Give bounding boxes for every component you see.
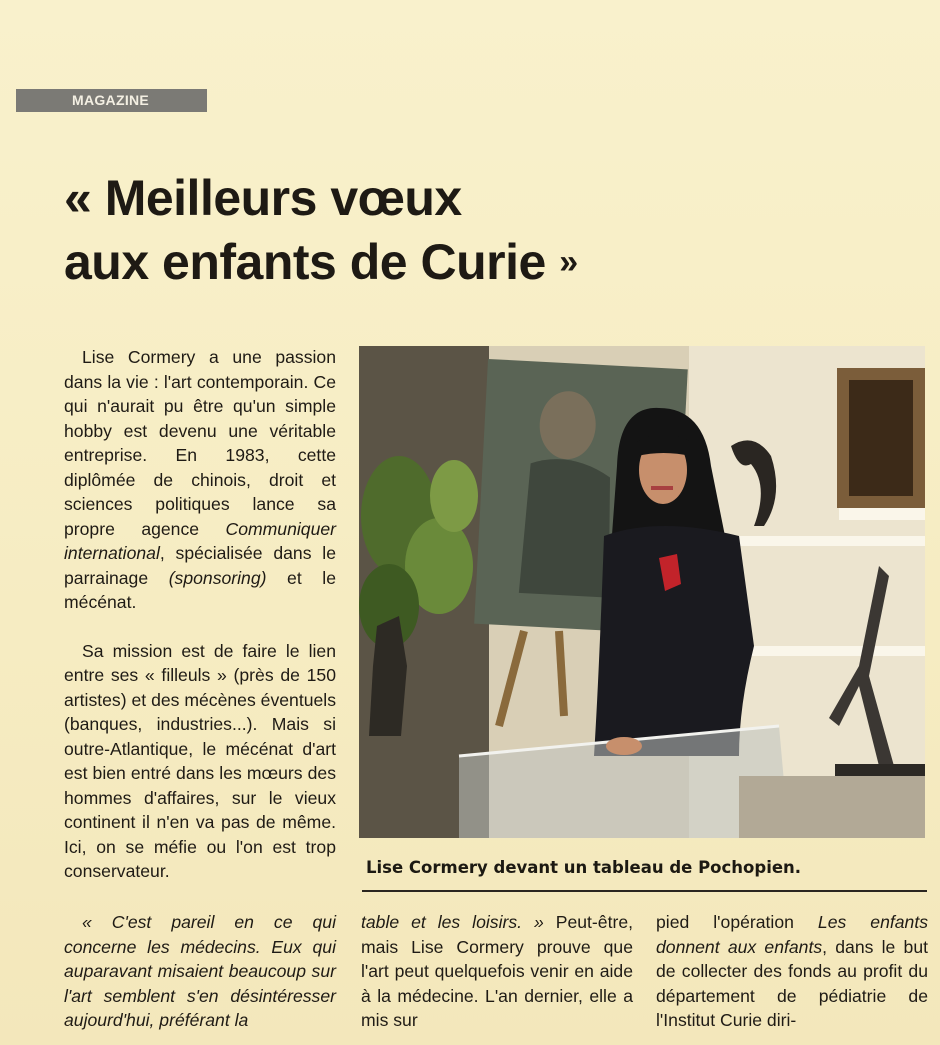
caption-divider bbox=[362, 890, 927, 892]
article-column-bottom-middle bbox=[361, 910, 633, 1033]
headline-line-1: « Meilleurs vœux bbox=[64, 170, 462, 226]
article-column-left bbox=[64, 345, 336, 884]
paragraph-1: Lise Cormery a une passion dans la vie : l'art contemporain. Ce qui n'aurait pu être qu'un simple hobby est devenu une véritable entreprise. En 1983, cette diplômée de chinois, droit et sciences politiques lance sa propre agence Communiquer international, spécialisée dans le parrainage (sponsoring) et le mécénat. bbox=[64, 347, 336, 612]
headline-closing-quote: » bbox=[559, 243, 578, 281]
article-photo bbox=[359, 346, 925, 838]
paragraph-3-end: pied l'opération Les enfants donnent aux enfants, dans le but de collecter des fonds au profit du département de pédiatrie de l'Institut Curie diri- bbox=[656, 912, 929, 1030]
paragraph-3-continued: table et les loisirs. » Peut-être, mais Lise Cormery prouve que l'art peut quelquefois venir en aide à la médecine. L'an dernier, elle a mis sur bbox=[361, 912, 633, 1030]
paragraph-3-quote: « C'est pareil en ce qui concerne les médecins. Eux qui auparavant misaient beaucoup sur l'art semblent s'en désintéresser aujourd'hui, préférant la bbox=[64, 912, 336, 1030]
photo-illustration bbox=[359, 346, 925, 838]
headline bbox=[64, 166, 824, 294]
paragraph-2: Sa mission est de faire le lien entre ses « filleuls » (près de 150 artistes) et des mécènes éventuels (banques, industries...). Mais si outre-Atlantique, le mécénat d'art est bien entré dans les mœurs des hommes d'affaires, sur le vieux continent il n'en va pas de même. Ici, on se méfie ou l'on est trop conservateur. bbox=[64, 640, 336, 881]
article-column-bottom-right bbox=[656, 910, 928, 1033]
headline-line-2: aux enfants de Curie bbox=[64, 234, 546, 290]
photo-caption: Lise Cormery devant un tableau de Pochopien. bbox=[366, 858, 802, 877]
section-tag: MAGAZINE bbox=[16, 89, 207, 112]
article-column-bottom-left bbox=[64, 910, 336, 1033]
